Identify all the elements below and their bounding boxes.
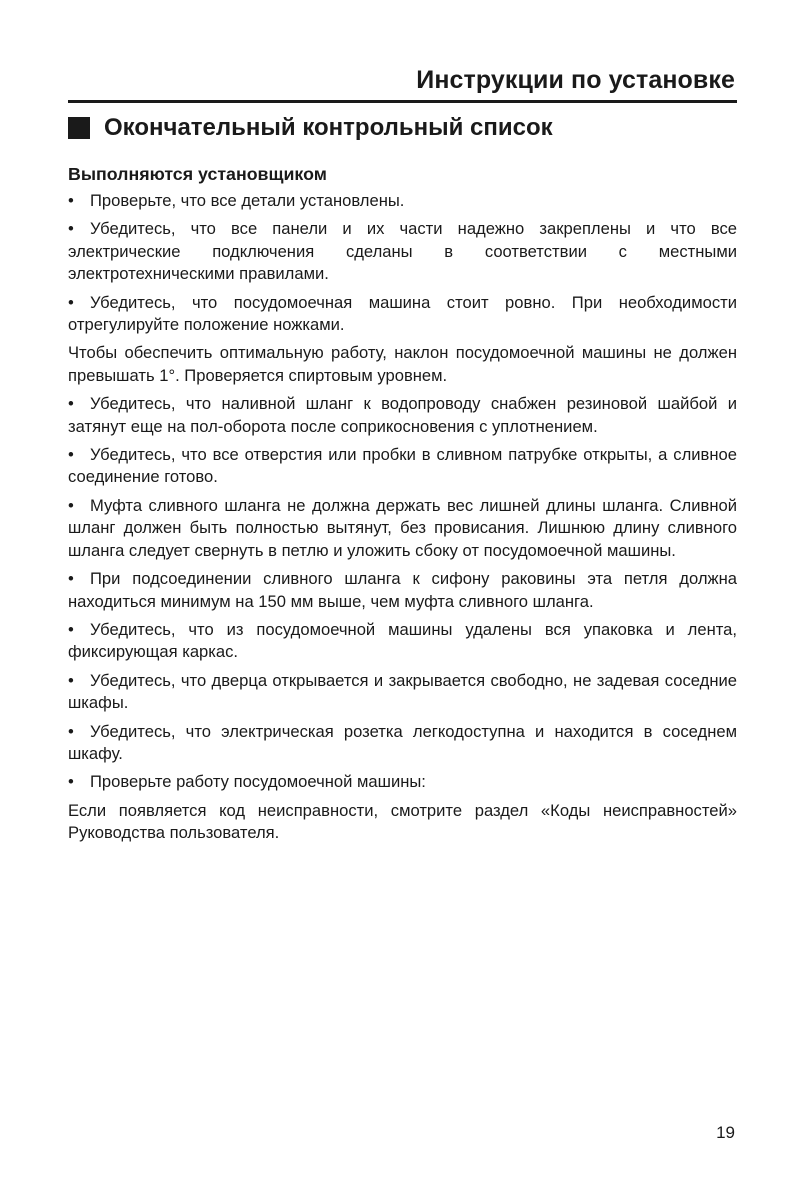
section-title: Окончательный контрольный список bbox=[104, 114, 553, 141]
note-paragraph bbox=[68, 800, 737, 845]
paragraph-text: Убедитесь, что все отверстия или пробки в сливном патрубке открыты, а сливное соединение готово. bbox=[68, 445, 737, 487]
page-header-title: Инструкции по установке bbox=[416, 66, 735, 94]
bullet-marker: • bbox=[68, 495, 74, 515]
checklist-paragraph bbox=[68, 292, 737, 337]
paragraph-text: Убедитесь, что из посудомоечной машины удалены вся упаковка и лента, фиксирующая каркас. bbox=[68, 619, 737, 662]
bullet-marker: • bbox=[68, 721, 74, 741]
checklist-paragraph bbox=[68, 495, 737, 562]
checklist-paragraph bbox=[68, 771, 737, 793]
subheading: Выполняются установщиком bbox=[68, 164, 327, 184]
square-bullet-icon bbox=[68, 117, 90, 139]
bullet-marker: • bbox=[68, 219, 74, 239]
note-paragraph bbox=[68, 342, 737, 387]
checklist-paragraph bbox=[68, 444, 737, 489]
checklist-paragraph bbox=[68, 721, 737, 766]
content bbox=[68, 163, 737, 851]
paragraph-text: Убедитесь, что электрическая розетка легкодоступна и находится в соседнем шкафу. bbox=[68, 721, 737, 763]
bullet-marker: • bbox=[68, 445, 74, 465]
checklist-paragraph bbox=[68, 190, 737, 212]
paragraph-text: Убедитесь, что все панели и их части надежно закреплены и что все электрические подключения сделаны в соответствии с местными электротехническими правилами. bbox=[68, 219, 737, 284]
bullet-marker: • bbox=[68, 292, 74, 312]
checklist-paragraph bbox=[68, 619, 737, 664]
paragraph-text: Проверьте работу посудомоечной машины: bbox=[90, 772, 426, 792]
paragraph-text: Проверьте, что все детали установлены. bbox=[90, 191, 405, 210]
section-heading bbox=[68, 114, 553, 142]
checklist-paragraph bbox=[68, 568, 737, 613]
paragraph-text: Убедитесь, что наливной шланг к водопроводу снабжен резиновой шайбой и затянут еще на пол-оборота после соприкосновения с уплотнением. bbox=[68, 394, 737, 436]
bullet-marker: • bbox=[68, 670, 74, 690]
checklist-paragraph bbox=[68, 393, 737, 438]
paragraph-text: Убедитесь, что дверца открывается и закрывается свободно, не задевая соседние шкафы. bbox=[68, 670, 737, 713]
bullet-marker: • bbox=[68, 619, 74, 639]
bullet-marker: • bbox=[68, 569, 74, 589]
paragraph-text: Муфта сливного шланга не должна держать вес лишней длины шланга. Сливной шланг должен быть полностью вытянут, без провисания. Лишнюю длину сливного шланга следует свернуть в петлю и уложить сбоку от посудомоечной машины. bbox=[68, 495, 737, 560]
paragraph-text: Если появляется код неисправности, смотрите раздел «Коды неисправностей» Руководства пользователя. bbox=[68, 800, 737, 843]
checklist-paragraph bbox=[68, 670, 737, 715]
checklist-paragraph bbox=[68, 218, 737, 285]
bullet-marker: • bbox=[68, 394, 74, 414]
bullet-marker: • bbox=[68, 772, 74, 792]
paragraph-text: При подсоединении сливного шланга к сифону раковины эта петля должна находиться минимум на 150 мм выше, чем муфта сливного шланга. bbox=[68, 569, 737, 611]
paragraph-text: Убедитесь, что посудомоечная машина стоит ровно. При необходимости отрегулируйте положение ножками. bbox=[68, 292, 737, 335]
paragraph-text: Чтобы обеспечить оптимальную работу, наклон посудомоечной машины не должен превышать 1°. Проверяется спиртовым уровнем. bbox=[68, 343, 737, 385]
bullet-marker: • bbox=[68, 191, 74, 210]
header-rule bbox=[68, 100, 737, 103]
page-number: 19 bbox=[716, 1123, 735, 1142]
